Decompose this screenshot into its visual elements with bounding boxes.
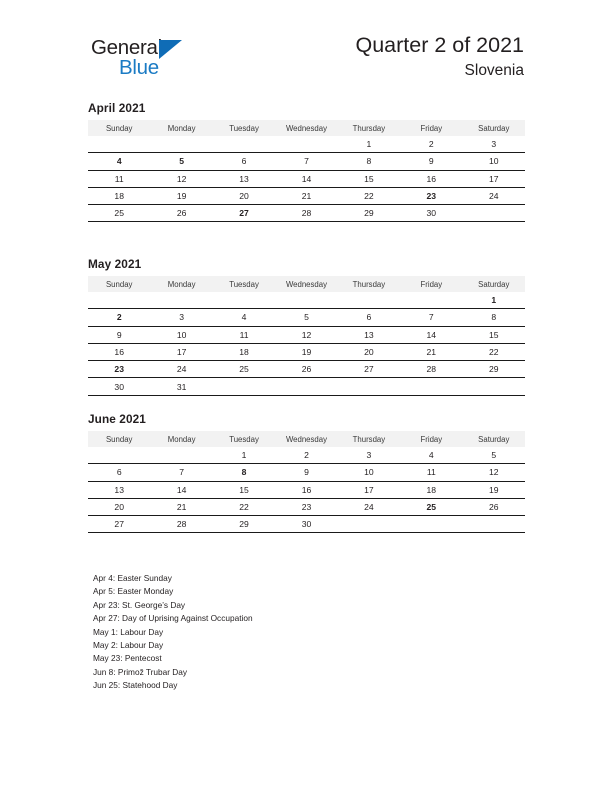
calendar-day[interactable]: 27 [338, 361, 400, 378]
weekday-header-sunday: Sunday [88, 431, 150, 447]
holiday-note-item: May 1: Labour Day [93, 626, 164, 637]
calendar-day-holiday[interactable]: 1 [463, 292, 525, 309]
weekday-header-thursday: Thursday [338, 431, 400, 447]
weekday-header-row [88, 276, 525, 292]
calendar-day[interactable]: 10 [150, 326, 212, 343]
calendar-day[interactable]: 10 [463, 153, 525, 170]
weekday-header-tuesday: Tuesday [213, 120, 275, 136]
calendar-day[interactable]: 12 [275, 326, 337, 343]
weekday-header-saturday: Saturday [463, 120, 525, 136]
calendar-day[interactable]: 19 [463, 481, 525, 498]
calendar-day[interactable]: 19 [150, 187, 212, 204]
calendar-week-row [88, 187, 525, 204]
calendar-day[interactable]: 4 [213, 309, 275, 326]
page-title: Quarter 2 of 2021 [355, 33, 524, 57]
weekday-header-tuesday: Tuesday [213, 431, 275, 447]
calendar-day[interactable]: 18 [88, 187, 150, 204]
title-block [355, 33, 524, 82]
calendar-day[interactable]: 21 [275, 187, 337, 204]
weekday-header-monday: Monday [150, 431, 212, 447]
month-title: May 2021 [88, 257, 142, 271]
calendar-day[interactable]: 13 [338, 326, 400, 343]
weekday-header-row [88, 120, 525, 136]
holiday-note-item: Jun 25: Statehood Day [93, 680, 178, 691]
calendar-day[interactable]: 14 [400, 326, 462, 343]
weekday-header-thursday: Thursday [338, 276, 400, 292]
calendar-day-empty [275, 292, 337, 309]
weekday-header-friday: Friday [400, 120, 462, 136]
calendar-day-empty [338, 516, 400, 533]
calendar-day[interactable]: 20 [338, 343, 400, 360]
logo-text-blue: Blue [119, 56, 159, 79]
calendar-day-empty [400, 292, 462, 309]
calendar-day[interactable]: 17 [463, 170, 525, 187]
weekday-header-saturday: Saturday [463, 276, 525, 292]
calendar-day[interactable]: 6 [213, 153, 275, 170]
weekday-header-monday: Monday [150, 276, 212, 292]
calendar-day[interactable]: 24 [463, 187, 525, 204]
calendar-day-empty [338, 292, 400, 309]
calendar-week-row [88, 136, 525, 153]
calendar-week-row [88, 378, 525, 395]
calendar-day[interactable]: 14 [275, 170, 337, 187]
calendar-day[interactable]: 22 [463, 343, 525, 360]
calendar-day[interactable]: 5 [463, 447, 525, 464]
calendar-day[interactable]: 28 [150, 516, 212, 533]
calendar-week-row [88, 464, 525, 481]
calendar-day[interactable]: 16 [400, 170, 462, 187]
weekday-header-thursday: Thursday [338, 120, 400, 136]
calendar-week-row [88, 447, 525, 464]
calendar-day[interactable]: 18 [400, 481, 462, 498]
calendar-day[interactable]: 3 [338, 447, 400, 464]
calendar-day[interactable]: 28 [400, 361, 462, 378]
calendar-day[interactable]: 11 [400, 464, 462, 481]
calendar-day[interactable]: 12 [463, 464, 525, 481]
calendar-week-row [88, 498, 525, 515]
calendar-day[interactable]: 25 [88, 205, 150, 222]
calendar-day-empty [213, 136, 275, 153]
calendar-day-holiday[interactable]: 5 [150, 153, 212, 170]
weekday-header-friday: Friday [400, 276, 462, 292]
calendar-day-empty [400, 516, 462, 533]
general-blue-logo [91, 36, 201, 78]
calendar-day[interactable]: 5 [275, 309, 337, 326]
month-block-april [88, 101, 525, 222]
weekday-header-tuesday: Tuesday [213, 276, 275, 292]
calendar-day[interactable]: 20 [88, 498, 150, 515]
calendar-day-holiday[interactable]: 8 [213, 464, 275, 481]
calendar-day-empty [88, 447, 150, 464]
holiday-note-item: Apr 5: Easter Monday [93, 586, 174, 597]
calendar-table [88, 431, 525, 533]
calendar-day[interactable]: 24 [150, 361, 212, 378]
calendar-day-empty [275, 136, 337, 153]
calendar-day[interactable]: 30 [400, 205, 462, 222]
calendar-day[interactable]: 9 [88, 326, 150, 343]
holiday-note-item: May 2: Labour Day [93, 640, 164, 651]
calendar-day[interactable]: 1 [213, 447, 275, 464]
calendar-day-empty [213, 292, 275, 309]
weekday-header-sunday: Sunday [88, 276, 150, 292]
calendar-day[interactable]: 29 [463, 361, 525, 378]
calendar-day[interactable]: 16 [275, 481, 337, 498]
calendar-day[interactable]: 14 [150, 481, 212, 498]
calendar-day[interactable]: 11 [213, 326, 275, 343]
calendar-day-empty [88, 136, 150, 153]
calendar-day[interactable]: 27 [88, 516, 150, 533]
calendar-day[interactable]: 13 [213, 170, 275, 187]
holiday-note-item: Apr 23: St. George’s Day [93, 599, 186, 610]
holiday-notes-list [93, 572, 513, 693]
calendar-day-empty [400, 378, 462, 395]
calendar-day[interactable]: 12 [150, 170, 212, 187]
calendar-day[interactable]: 3 [463, 136, 525, 153]
calendar-table [88, 120, 525, 222]
calendar-day[interactable]: 11 [88, 170, 150, 187]
page-header [0, 0, 612, 95]
calendar-day[interactable]: 26 [275, 361, 337, 378]
calendar-day-empty [88, 292, 150, 309]
calendar-day[interactable]: 20 [213, 187, 275, 204]
calendar-week-row [88, 361, 525, 378]
calendar-day[interactable]: 18 [213, 343, 275, 360]
holiday-note-item: Jun 8: Primož Trubar Day [93, 666, 188, 677]
calendar-day[interactable]: 7 [400, 309, 462, 326]
calendar-day-holiday[interactable]: 27 [213, 205, 275, 222]
calendar-table [88, 276, 525, 396]
calendar-day[interactable]: 6 [88, 464, 150, 481]
calendar-week-row [88, 481, 525, 498]
calendar-day[interactable]: 2 [400, 136, 462, 153]
calendar-week-row [88, 309, 525, 326]
calendar-day[interactable]: 26 [150, 205, 212, 222]
calendar-day[interactable]: 28 [275, 205, 337, 222]
calendar-day[interactable]: 15 [463, 326, 525, 343]
calendar-day-holiday[interactable]: 25 [400, 498, 462, 515]
weekday-header-sunday: Sunday [88, 120, 150, 136]
weekday-header-wednesday: Wednesday [275, 120, 337, 136]
calendar-day[interactable]: 3 [150, 309, 212, 326]
calendar-day[interactable]: 29 [338, 205, 400, 222]
calendar-day-empty [463, 378, 525, 395]
calendar-week-row [88, 205, 525, 222]
calendar-day-holiday[interactable]: 23 [400, 187, 462, 204]
calendar-day[interactable]: 23 [275, 498, 337, 515]
calendar-day-empty [463, 516, 525, 533]
calendar-day[interactable]: 19 [275, 343, 337, 360]
holiday-note-item: May 23: Pentecost [93, 653, 162, 664]
month-block-june [88, 412, 525, 533]
calendar-day[interactable]: 29 [213, 516, 275, 533]
calendar-day[interactable]: 31 [150, 378, 212, 395]
calendar-day[interactable]: 10 [338, 464, 400, 481]
calendar-day[interactable]: 15 [213, 481, 275, 498]
calendar-day-empty [275, 378, 337, 395]
weekday-header-wednesday: Wednesday [275, 276, 337, 292]
logo-triangle-icon [159, 40, 182, 59]
calendar-day-holiday[interactable]: 4 [88, 153, 150, 170]
calendar-day-holiday[interactable]: 2 [88, 309, 150, 326]
calendar-day[interactable]: 21 [150, 498, 212, 515]
logo-text-general: General [91, 36, 162, 59]
calendar-day[interactable]: 8 [463, 309, 525, 326]
calendar-day[interactable]: 16 [88, 343, 150, 360]
calendar-day[interactable]: 17 [150, 343, 212, 360]
calendar-day[interactable]: 9 [400, 153, 462, 170]
weekday-header-saturday: Saturday [463, 431, 525, 447]
calendar-week-row [88, 292, 525, 309]
month-title: April 2021 [88, 101, 146, 115]
calendar-week-row [88, 153, 525, 170]
calendar-day-empty [150, 447, 212, 464]
calendar-day[interactable]: 7 [275, 153, 337, 170]
calendar-day-empty [150, 292, 212, 309]
month-title: June 2021 [88, 412, 146, 426]
calendar-day[interactable]: 17 [338, 481, 400, 498]
calendar-day[interactable]: 9 [275, 464, 337, 481]
calendar-day-empty [213, 378, 275, 395]
weekday-header-row [88, 431, 525, 447]
calendar-day[interactable]: 13 [88, 481, 150, 498]
weekday-header-friday: Friday [400, 431, 462, 447]
calendar-day[interactable]: 22 [213, 498, 275, 515]
calendar-week-row [88, 516, 525, 533]
holiday-note-item: Apr 27: Day of Uprising Against Occupation [93, 613, 253, 624]
calendar-day[interactable]: 21 [400, 343, 462, 360]
calendar-day-empty [463, 205, 525, 222]
month-block-may [88, 257, 525, 396]
holiday-note-item: Apr 4: Easter Sunday [93, 573, 172, 583]
calendar-week-row [88, 326, 525, 343]
calendar-day-holiday[interactable]: 23 [88, 361, 150, 378]
calendar-day[interactable]: 15 [338, 170, 400, 187]
weekday-header-monday: Monday [150, 120, 212, 136]
calendar-day[interactable]: 8 [338, 153, 400, 170]
calendar-day[interactable]: 22 [338, 187, 400, 204]
calendar-week-row [88, 343, 525, 360]
calendar-day[interactable]: 2 [275, 447, 337, 464]
weekday-header-wednesday: Wednesday [275, 431, 337, 447]
calendar-day[interactable]: 24 [338, 498, 400, 515]
calendar-day-empty [338, 378, 400, 395]
country-subtitle: Slovenia [464, 61, 524, 79]
calendar-day-empty [150, 136, 212, 153]
calendar-day[interactable]: 26 [463, 498, 525, 515]
calendar-day[interactable]: 1 [338, 136, 400, 153]
calendar-day[interactable]: 7 [150, 464, 212, 481]
calendar-day[interactable]: 30 [88, 378, 150, 395]
calendar-day[interactable]: 6 [338, 309, 400, 326]
calendar-day[interactable]: 30 [275, 516, 337, 533]
calendar-day[interactable]: 4 [400, 447, 462, 464]
calendar-day[interactable]: 25 [213, 361, 275, 378]
calendar-week-row [88, 170, 525, 187]
